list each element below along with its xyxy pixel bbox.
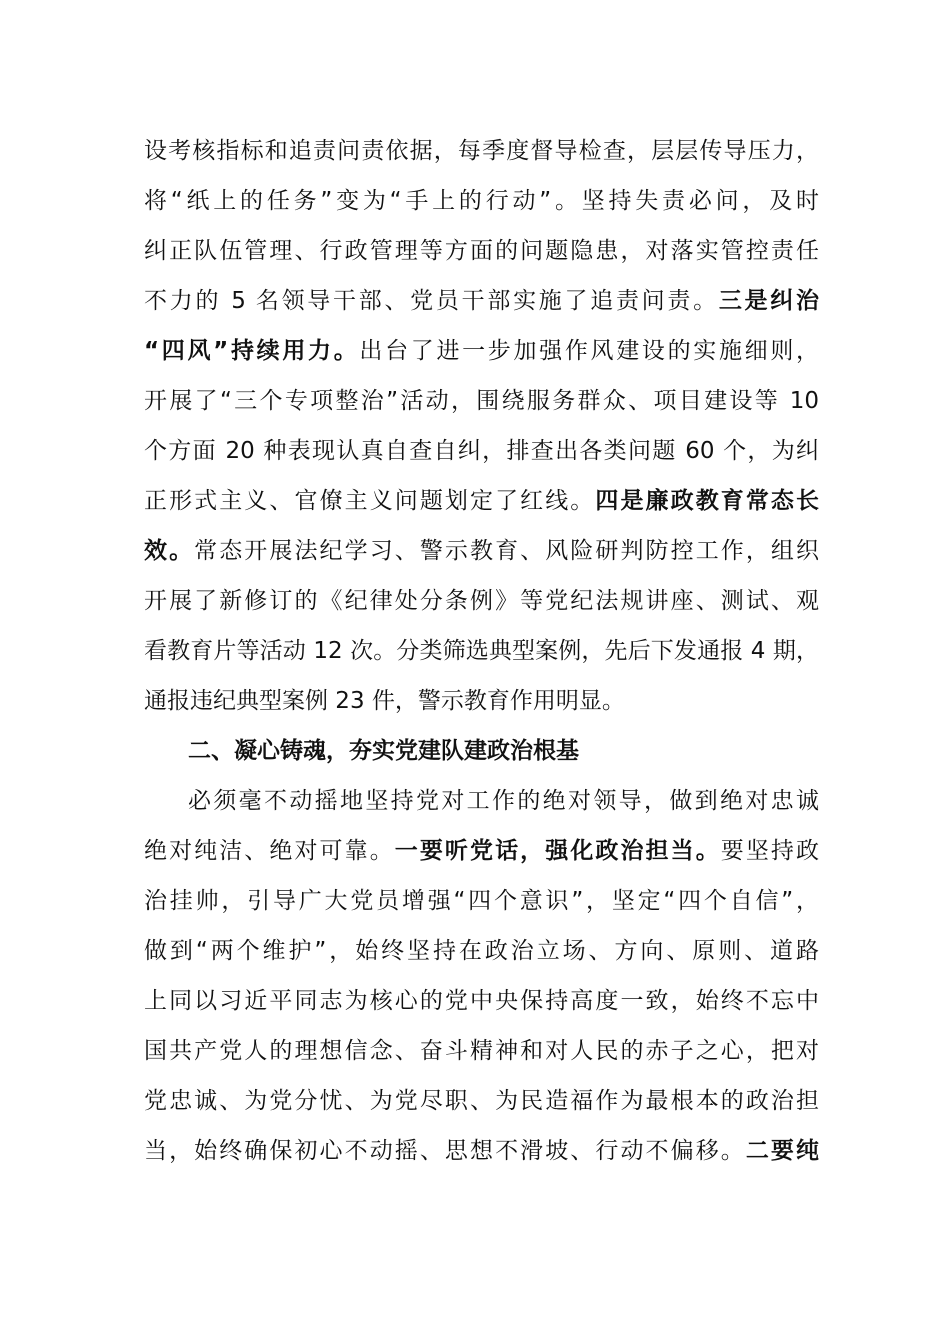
section-heading [144, 726, 819, 776]
text-line [144, 926, 819, 976]
text-line [144, 326, 819, 376]
text-segment: 要坚持政 [720, 838, 819, 864]
body-text [144, 126, 819, 1176]
text-line [144, 476, 819, 526]
text-line [144, 876, 819, 926]
bold-text: 效。 [144, 538, 195, 564]
text-line [144, 676, 819, 726]
text-segment: 纠正队伍管理、行政管理等方面的问题隐患，对落实管控责任 [144, 238, 819, 264]
text-line [144, 1076, 819, 1126]
text-segment: 开展了“三个专项整治”活动，围绕服务群众、项目建设等 10 [144, 388, 819, 414]
text-segment: 做到“两个维护”，始终坚持在政治立场、方向、原则、道路 [144, 938, 819, 964]
text-segment: 当，始终确保初心不动摇、思想不滑坡、行动不偏移。 [144, 1138, 746, 1164]
text-segment: 出台了进一步加强作风建设的实施细则， [359, 338, 819, 364]
text-line [144, 1026, 819, 1076]
bold-text: 二、凝心铸魂，夯实党建队建政治根基 [188, 738, 579, 764]
text-line [144, 576, 819, 626]
bold-text: 三是纠治 [718, 288, 819, 314]
text-line [144, 126, 819, 176]
text-segment: 治挂帅，引导广大党员增强“四个意识”，坚定“四个自信”， [144, 888, 819, 914]
bold-text: 二要纯 [745, 1138, 819, 1164]
text-line [144, 176, 819, 226]
text-line [144, 1126, 819, 1176]
text-line [144, 776, 819, 826]
text-segment: 开展了新修订的《纪律处分条例》等党纪法规讲座、测试、观 [144, 588, 819, 614]
text-segment: 上同以习近平同志为核心的党中央保持高度一致，始终不忘中 [144, 988, 819, 1014]
text-line [144, 526, 819, 576]
text-segment: 通报违纪典型案例 23 件，警示教育作用明显。 [144, 688, 625, 714]
text-line [144, 626, 819, 676]
text-segment: 个方面 20 种表现认真自查自纠，排查出各类问题 60 个，为纠 [144, 438, 819, 464]
text-line [144, 826, 819, 876]
text-segment: 常态开展法纪学习、警示教育、风险研判防控工作，组织 [194, 538, 819, 564]
bold-text: 一要听党话，强化政治担当。 [394, 838, 721, 864]
text-segment: 绝对纯洁、绝对可靠。 [144, 838, 395, 864]
text-segment: 国共产党人的理想信念、奋斗精神和对人民的赤子之心，把对 [144, 1038, 819, 1064]
text-segment: 必须毫不动摇地坚持党对工作的绝对领导，做到绝对忠诚 [188, 788, 819, 814]
bold-text: 四是廉政教育常态长 [595, 488, 819, 514]
text-segment: 不力的 5 名领导干部、党员干部实施了追责问责。 [144, 288, 719, 314]
text-line [144, 426, 819, 476]
text-line [144, 226, 819, 276]
bold-text: “四风”持续用力。 [144, 338, 360, 364]
text-segment: 看教育片等活动 12 次。分类筛选典型案例，先后下发通报 4 期， [144, 638, 819, 664]
text-segment: 正形式主义、官僚主义问题划定了红线。 [144, 488, 596, 514]
text-line [144, 276, 819, 326]
text-line [144, 976, 819, 1026]
text-segment: 党忠诚、为党分忧、为党尽职、为民造福作为最根本的政治担 [144, 1088, 819, 1114]
text-segment: 将“纸上的任务”变为“手上的行动”。坚持失责必问，及时 [144, 188, 819, 214]
text-segment: 设考核指标和追责问责依据，每季度督导检查，层层传导压力， [144, 138, 819, 164]
text-line [144, 376, 819, 426]
